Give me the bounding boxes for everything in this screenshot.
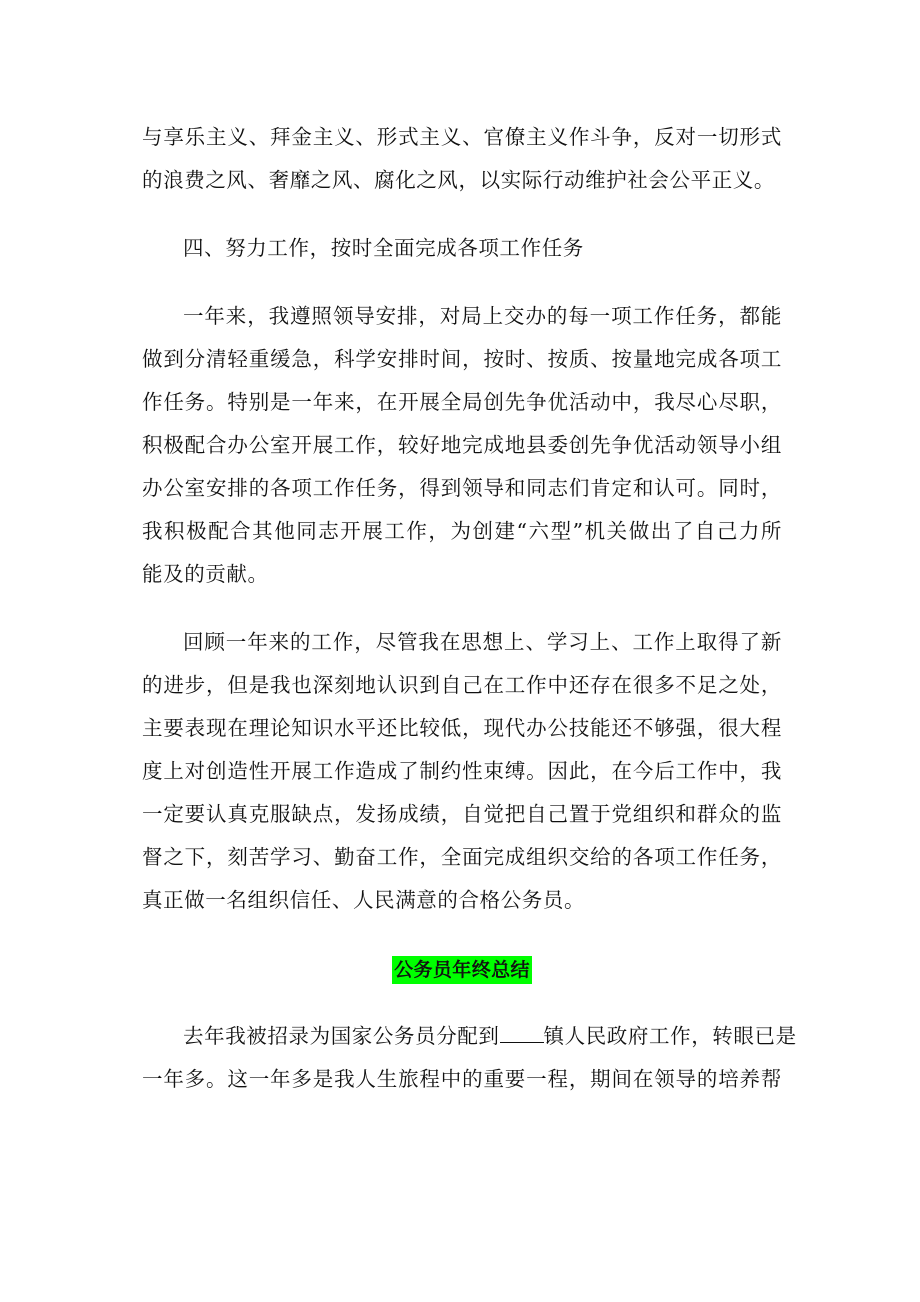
text-line: 的浪费之风、奢靡之风、腐化之风，以实际行动维护社会公平正义。 — [142, 168, 775, 192]
section-heading-wrap — [142, 947, 782, 990]
text-line-with-blank — [142, 1015, 797, 1058]
text-line: 真正做一名组织信任、人民满意的合格公务员。 — [142, 888, 586, 912]
paragraph-intro-summary — [142, 1015, 797, 1101]
text-line: 度上对创造性开展工作造成了制约性束缚。因此，在今后工作中，我 — [142, 759, 782, 783]
text-line: 与享乐主义、拜金主义、形式主义、官僚主义作斗争，反对一切形式 — [142, 125, 782, 149]
text-line: 主要表现在理论知识水平还比较低，现代办公技能还不够强，很大程 — [142, 716, 782, 740]
text-line: 作任务。特别是一年来，在开展全局创先争优活动中，我尽心尽职， — [142, 390, 782, 414]
section-subheading — [142, 227, 782, 270]
text-segment: 去年我被招录为国家公务员分配到 — [183, 1024, 500, 1048]
fill-in-blank — [500, 1022, 544, 1043]
paragraph-continuation — [142, 116, 782, 202]
document-body — [142, 116, 797, 1101]
text-line: 能及的贡献。 — [142, 562, 269, 586]
text-line: 督之下，刻苦学习、勤奋工作，全面完成组织交给的各项工作任务， — [142, 845, 782, 869]
section-heading-highlighted: 公务员年终总结 — [392, 956, 532, 984]
text-line: 办公室安排的各项工作任务，得到领导和同志们肯定和认可。同时， — [142, 476, 782, 500]
text-line: 一年多。这一年多是我人生旅程中的重要一程，期间在领导的培养帮 — [142, 1067, 782, 1091]
text-line: 积极配合办公室开展工作，较好地完成地县委创先争优活动领导小组 — [142, 433, 782, 457]
text-line: 回顾一年来的工作，尽管我在思想上、学习上、工作上取得了新 — [183, 630, 782, 654]
text-line: 做到分清轻重缓急，科学安排时间，按时、按质、按量地完成各项工 — [142, 347, 782, 371]
text-segment: 镇人民政府工作，转眼已是 — [543, 1024, 797, 1048]
text-line: 一定要认真克服缺点，发扬成绩，自觉把自己置于党组织和群众的监 — [142, 802, 782, 826]
text-line: 一年来，我遵照领导安排，对局上交办的每一项工作任务，都能 — [183, 304, 782, 328]
text-line: 四、努力工作，按时全面完成各项工作任务 — [183, 236, 584, 260]
paragraph-work-tasks — [142, 295, 782, 596]
text-line: 我积极配合其他同志开展工作，为创建“六型”机关做出了自己力所 — [142, 519, 782, 543]
text-line: 的进步，但是我也深刻地认识到自己在工作中还存在很多不足之处， — [142, 673, 782, 697]
paragraph-review — [142, 621, 782, 922]
